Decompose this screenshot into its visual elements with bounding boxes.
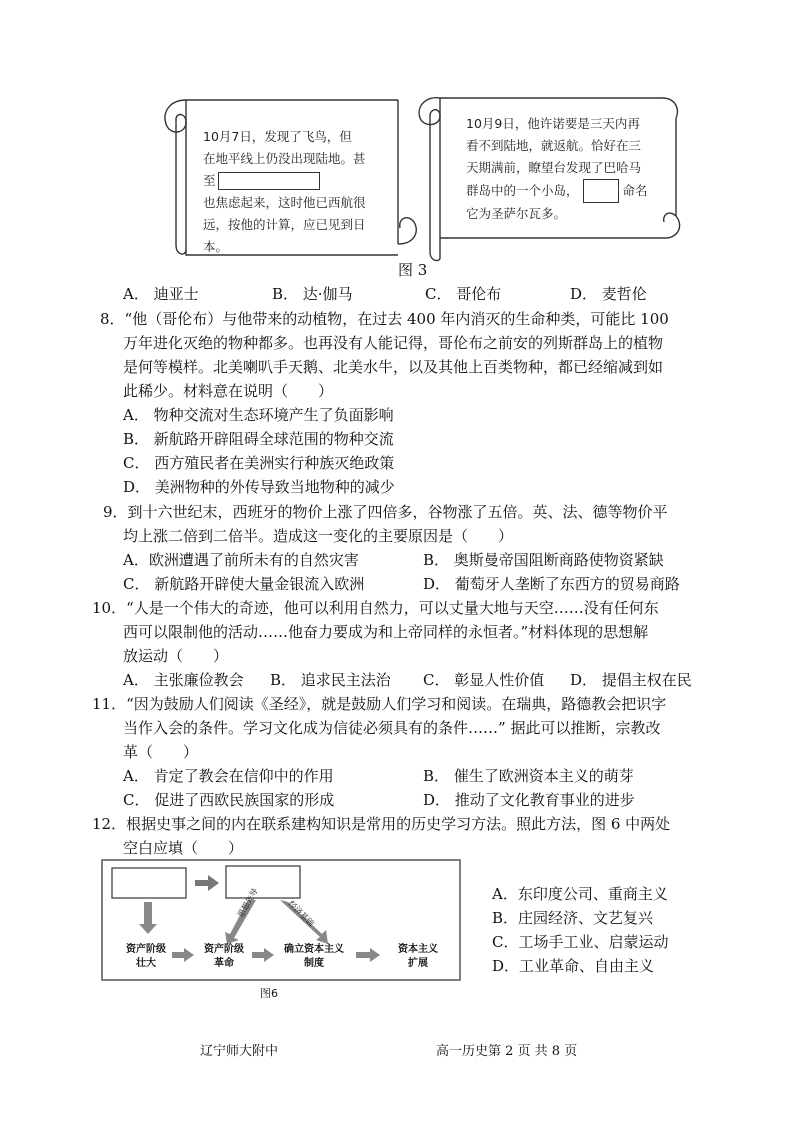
stage4-line2: 扩展	[408, 958, 428, 969]
figure3-scrolls	[0, 0, 794, 290]
q10-stem: 西可以限制他的活动……他奋力要成为和上帝同样的永恒者。”材料体现的思想解	[123, 623, 649, 641]
arrow-right-icon	[195, 875, 219, 891]
q12-stem: 空白应填（ ）	[123, 839, 244, 857]
q10-option-b[interactable]: B． 追求民主法治	[270, 671, 391, 689]
q8-option-a[interactable]: A． 物种交流对生态环境产生了负面影响	[123, 406, 394, 424]
q11-option-d[interactable]: D． 推动了文化教育事业的进步	[423, 791, 635, 809]
q11-option-a[interactable]: A． 肯定了教会在信仰中的作用	[123, 767, 334, 785]
right-scroll-text	[466, 113, 648, 225]
q12-option-d[interactable]: D．工业革命、自由主义	[492, 957, 655, 975]
q11-stem: 革（ ）	[123, 743, 199, 761]
stage1-line2: 壮大	[136, 958, 156, 969]
q10-option-c[interactable]: C． 彰显人性价值	[423, 671, 545, 689]
q8-stem: 万年进化灭绝的物种都多。也再没有人能记得，哥伦布之前安的列斯群岛上的植物	[123, 334, 664, 352]
stage2-line1: 资产阶级	[204, 944, 244, 955]
q8-stem: 是何等模样。北美喇叭手天鹅、北美水牛，以及其他上百类物种，都已经缩减到如	[123, 358, 664, 376]
left-scroll-text	[203, 126, 366, 258]
q10-option-a[interactable]: A． 主张廉俭教会	[123, 671, 244, 689]
q9-stem: 均上涨二倍到二倍半。造成这一变化的主要原因是（ ）	[123, 527, 514, 545]
q12-stem: 12．根据史事之间的内在联系建构知识是常用的历史学习方法。照此方法，图 6 中两处	[92, 815, 671, 833]
q8-stem: 此稀少。材料意在说明（ ）	[123, 382, 334, 400]
answer-blank	[583, 179, 619, 203]
arrow-down-icon	[139, 902, 157, 934]
q8-option-c[interactable]: C． 西方殖民者在美洲实行种族灭绝政策	[123, 454, 395, 472]
stage-arrow-icon	[356, 948, 380, 962]
stage3-line1: 确立资本主义	[284, 944, 344, 955]
left-scroll-line: 也焦虑起来，这时他已西航很	[203, 195, 366, 210]
q9-option-b[interactable]: B． 奥斯曼帝国阻断商路使物资紧缺	[423, 551, 664, 569]
q9-option-d[interactable]: D． 葡萄牙人垄断了东西方的贸易商路	[423, 575, 680, 593]
q12-option-c[interactable]: C．工场手工业、启蒙运动	[492, 933, 669, 951]
q9-option-a[interactable]: A．欧洲遭遇了前所未有的自然灾害	[123, 551, 359, 569]
stage2-line2: 革命	[214, 958, 234, 969]
stage-arrow-icon	[172, 948, 194, 962]
left-scroll-line: 远，按他的计算，应已见到日	[203, 217, 366, 232]
q11-stem: 当作入会的条件。学习文化成为信徒必须具有的条件……” 据此可以推断，宗教改	[123, 719, 661, 737]
right-scroll-line: 命名	[622, 183, 648, 198]
arrow1-label: 思想先导	[235, 886, 260, 919]
blank-box-1	[112, 868, 186, 898]
stage3-line2: 制度	[304, 958, 324, 969]
footer-school: 辽宁师大附中	[200, 1044, 279, 1059]
stage-arrow-icon	[252, 948, 274, 962]
figure6-diagram	[100, 858, 465, 1003]
q11-option-c[interactable]: C． 促进了西欧民族国家的形成	[123, 791, 335, 809]
q10-option-d[interactable]: D． 提倡主权在民	[570, 671, 692, 689]
q8-option-d[interactable]: D． 美洲物种的外传导致当地物种的减少	[123, 478, 395, 496]
q7-option-c[interactable]: C． 哥伦布	[425, 285, 502, 303]
q8-option-b[interactable]: B． 新航路开辟阻碍全球范围的物种交流	[123, 430, 394, 448]
q11-option-b[interactable]: B． 催生了欧洲资本主义的萌芽	[423, 767, 634, 785]
q9-stem: 9．到十六世纪末，西班牙的物价上涨了四倍多，谷物涨了五倍。英、法、德等物价平	[103, 503, 668, 521]
answer-blank	[218, 172, 320, 190]
right-scroll-line: 看不到陆地，就返航。恰好在三	[466, 138, 642, 153]
blank-box-2	[226, 866, 300, 898]
q8-stem: 8．“他（哥伦布）与他带来的动植物，在过去 400 年内消灭的生命种类，可能比 100	[100, 310, 669, 328]
q10-stem: 放运动（ ）	[123, 647, 229, 665]
figure3-caption: 图 3	[398, 261, 428, 279]
left-scroll-line: 至	[203, 173, 216, 188]
left-scroll-line: 在地平线上仍没出现陆地。甚	[203, 151, 366, 166]
right-scroll-line: 它为圣萨尔瓦多。	[466, 206, 567, 221]
q7-option-a[interactable]: A． 迪亚士	[123, 285, 199, 303]
q9-option-c[interactable]: C． 新航路开辟使大量金银流入欧洲	[123, 575, 365, 593]
q10-stem: 10．“人是一个伟大的奇迹，他可以利用自然力，可以丈量大地与天空……没有任何东	[92, 599, 659, 617]
left-scroll-line: 本。	[203, 239, 229, 254]
stage4-line1: 资本主义	[398, 944, 438, 955]
right-scroll-line: 10月9日，他许诺要是三天内再	[466, 116, 640, 131]
right-scroll-line: 天期满前，瞭望台发现了巴哈马	[466, 160, 642, 175]
figure6-caption: 图6	[260, 987, 278, 1000]
footer-page-number: 高一历史第 2 页 共 8 页	[436, 1044, 578, 1059]
stage1-line1: 资产阶级	[126, 944, 166, 955]
right-scroll-line: 群岛中的一个小岛，	[466, 183, 579, 198]
left-scroll-line: 10月7日，发现了飞鸟，但	[203, 129, 352, 144]
q7-option-b[interactable]: B． 达·伽马	[272, 285, 353, 303]
q12-option-b[interactable]: B．庄园经济、文艺复兴	[492, 909, 654, 927]
q12-option-a[interactable]: A．东印度公司、重商主义	[492, 885, 668, 903]
q7-option-d[interactable]: D． 麦哲伦	[570, 285, 647, 303]
arrow2-label: 经济基础	[286, 899, 316, 929]
q11-stem: 11．“因为鼓励人们阅读《圣经》，就是鼓励人们学习和阅读。在瑞典，路德教会把识字	[92, 695, 667, 713]
